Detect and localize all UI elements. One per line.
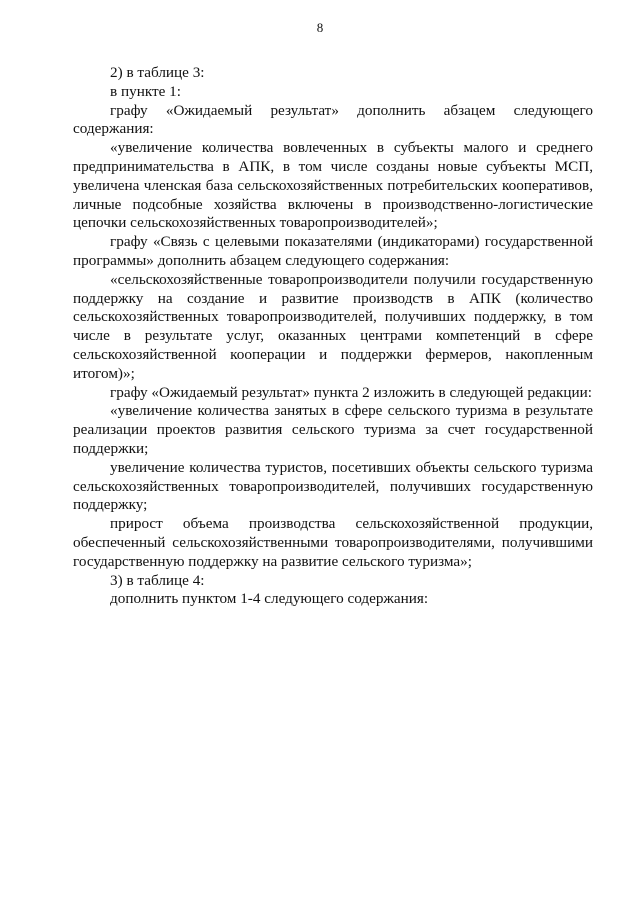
paragraph-expected-result-text: «увеличение количества вовлеченных в субъекты малого и среднего предпринимательства в АПК, в том числе созданы новые субъекты МСП, увеличена членская база сельскохозяйственных потребительских кооперативов, личные подсобные хозяйства включены в производственно-логистические цепочки сельскохозяйственных товаропроизводителей»; [73, 139, 593, 232]
paragraph-rural-tourism-visitors: увеличение количества туристов, посетивших объекты сельского туризма сельскохозяйственных товаропроизводителей, получивших государственную поддержку; [73, 458, 593, 514]
paragraph-add-item-instruction: дополнить пунктом 1-4 следующего содержания: [110, 590, 429, 608]
page-number: 8 [316, 20, 324, 35]
paragraph-indicators-instruction: графу «Связь с целевыми показателями (индикаторами) государственной программы» дополнить абзацем следующего содержания: [73, 233, 593, 269]
document-body [73, 64, 593, 609]
paragraph-table4-heading: 3) в таблице 4: [110, 571, 205, 589]
paragraph-table3-heading: 2) в таблице 3: [110, 64, 205, 81]
paragraph-item1-heading: в пункте 1: [110, 82, 181, 100]
paragraph-expected-result-instruction: графу «Ожидаемый результат» дополнить абзацем следующего содержания: [73, 101, 593, 138]
paragraph-production-growth: прирост объема производства сельскохозяйственной продукции, обеспеченный сельскохозяйственными товаропроизводителями, получившими государственную поддержку на развитие сельского туризма»; [73, 515, 593, 570]
paragraph-rural-tourism-employment: «увеличение количества занятых в сфере сельского туризма в результате реализации проектов развития сельского туризма за счет государственной поддержки; [73, 402, 593, 457]
paragraph-item2-instruction: графу «Ожидаемый результат» пункта 2 изложить в следующей редакции: [110, 383, 592, 401]
paragraph-indicators-text: «сельскохозяйственные товаропроизводители получили государственную поддержку на создание и развитие производств в АПК (количество сельскохозяйственных товаропроизводителей, получивших поддержку, в том числе в результате услуг, оказанных центрами компетенций в сфере сельскохозяйственной кооперации и поддержки фермеров, накопленным итогом)»; [73, 270, 593, 382]
